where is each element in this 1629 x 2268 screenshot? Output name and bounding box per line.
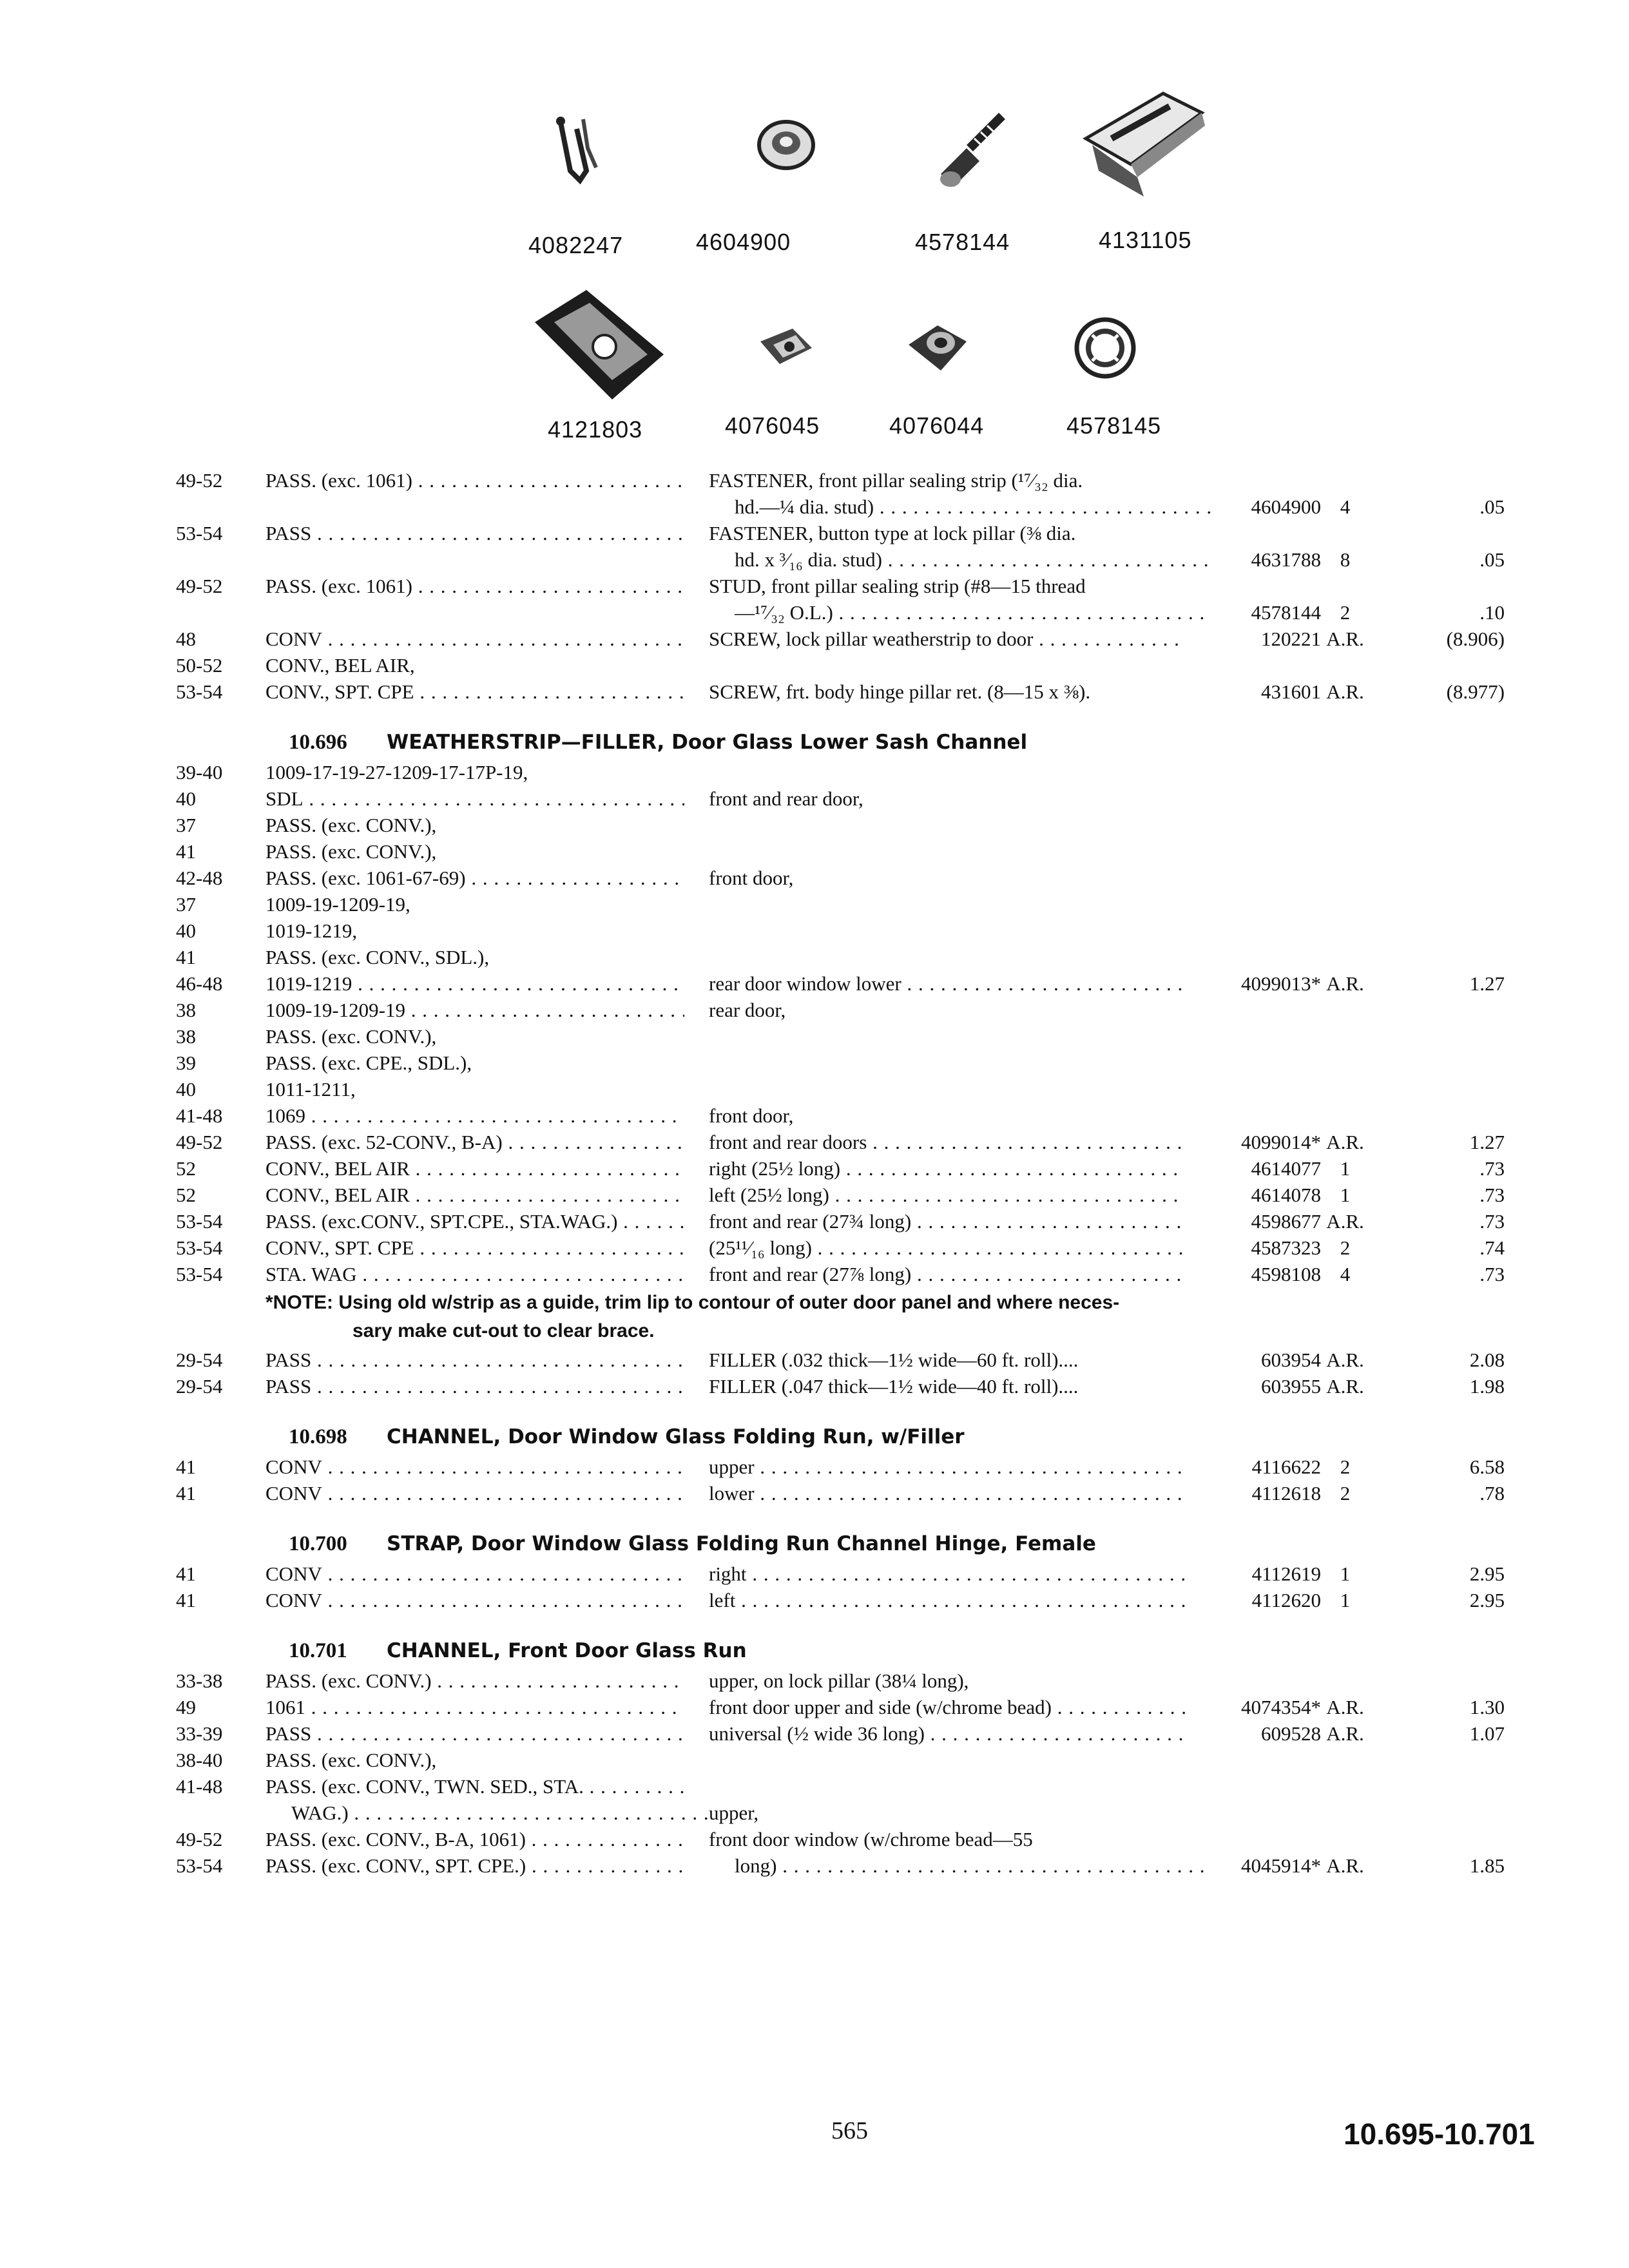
year-cell: 41-48: [176, 1104, 223, 1127]
table-row: [0, 1800, 1629, 1827]
model-cell: CONV . . .: [265, 1454, 684, 1481]
model-cell: WAG.) . . .: [265, 1800, 710, 1827]
model-cell: PASS. (exc. CONV.) . . .: [265, 1667, 684, 1695]
price-cell: (8.906): [1446, 628, 1505, 650]
year-cell: 49-52: [176, 575, 223, 597]
section-number: 10.696: [289, 731, 347, 754]
description-cell: hd.—¼ dia. stud) . . .: [709, 494, 1211, 521]
table-row: [0, 997, 1629, 1024]
model-cell: PASS . . .: [265, 1347, 684, 1374]
year-cell: 37: [176, 893, 196, 916]
year-cell: 41: [176, 1562, 196, 1585]
model-cell: CONV., BEL AIR,: [265, 654, 415, 677]
description-cell: upper . . .: [709, 1454, 1186, 1481]
table-row: [0, 1208, 1629, 1235]
description-cell: front and rear (27⅞ long) . . .: [709, 1261, 1186, 1288]
year-cell: 52: [176, 1157, 196, 1180]
model-cell: 1009-19-1209-19,: [265, 893, 410, 916]
part-label: 4131105: [1099, 227, 1192, 253]
table-row: [0, 1050, 1629, 1077]
threaded-stud-icon: [928, 103, 1012, 193]
description-cell: FILLER (.047 thick—1½ wide—40 ft. roll)....: [709, 1375, 1079, 1398]
year-cell: 49-52: [176, 1131, 223, 1153]
model-cell: CONV., BEL AIR . . .: [265, 1155, 684, 1182]
year-cell: 41: [176, 1589, 196, 1611]
description-cell: front door,: [709, 867, 794, 889]
quantity-cell: 2: [1340, 1456, 1351, 1478]
table-row: [0, 1182, 1629, 1209]
section-title: STRAP, Door Window Glass Folding Run Channel Hinge, Female: [387, 1532, 1096, 1555]
section-title: WEATHERSTRIP—FILLER, Door Glass Lower Sash Channel: [387, 731, 1028, 754]
model-cell: CONV., SPT. CPE . . .: [265, 678, 684, 706]
model-cell: 1061 . . .: [265, 1694, 684, 1721]
page-number: 565: [831, 2117, 868, 2144]
year-cell: 49-52: [176, 1828, 223, 1850]
model-cell: PASS. (exc. 52-CONV., B-A) . . .: [265, 1129, 684, 1156]
part-label: 4604900: [696, 229, 791, 255]
quantity-cell: A.R.: [1326, 1722, 1364, 1745]
part-number-cell: 609528: [1261, 1722, 1321, 1745]
price-cell: 1.27: [1469, 972, 1505, 995]
table-row: [0, 652, 1629, 679]
year-cell: 40: [176, 1078, 196, 1100]
model-cell: 1019-1219,: [265, 919, 358, 942]
button-fastener-icon: [754, 116, 818, 174]
year-cell: 53-54: [176, 522, 223, 544]
section-title: CHANNEL, Front Door Glass Run: [387, 1639, 747, 1662]
part-label: 4578145: [1066, 412, 1162, 439]
strap-plate-icon: [528, 284, 670, 406]
description-cell: STUD, front pillar sealing strip (#8—15 thread: [709, 575, 1086, 597]
model-cell: CONV . . .: [265, 1480, 684, 1507]
description-cell: FILLER (.032 thick—1½ wide—60 ft. roll)....: [709, 1349, 1079, 1371]
table-row: [0, 1587, 1629, 1614]
price-cell: 1.07: [1469, 1722, 1505, 1745]
model-cell: 1069 . . .: [265, 1102, 684, 1129]
table-row: [0, 1826, 1629, 1853]
model-cell: 1009-19-1209-19 . . .: [265, 997, 684, 1024]
description-cell: right . . .: [709, 1561, 1186, 1588]
year-cell: 49: [176, 1696, 196, 1718]
model-cell: PASS . . .: [265, 1373, 684, 1400]
model-cell: PASS . . .: [265, 1720, 684, 1747]
year-cell: 29-54: [176, 1349, 223, 1371]
table-row: [0, 546, 1629, 573]
price-cell: .78: [1480, 1482, 1505, 1504]
table-row: [0, 1129, 1629, 1156]
price-cell: 1.85: [1469, 1854, 1505, 1877]
table-row: [0, 1773, 1629, 1800]
year-cell: 41: [176, 1482, 196, 1504]
part-number-cell: 603955: [1261, 1375, 1321, 1398]
model-cell: PASS. (exc. 1061) . . .: [265, 467, 684, 494]
table-row: [0, 970, 1629, 997]
year-cell: 49-52: [176, 469, 223, 492]
table-row: [0, 1102, 1629, 1129]
description-cell: right (25½ long) . . .: [709, 1155, 1186, 1182]
table-row: [0, 759, 1629, 786]
section-number: 10.701: [289, 1639, 347, 1662]
year-cell: 48: [176, 628, 196, 650]
description-cell: lower . . .: [709, 1480, 1186, 1507]
quantity-cell: A.R.: [1326, 1210, 1364, 1233]
quantity-cell: 1: [1340, 1562, 1351, 1585]
year-cell: 52: [176, 1184, 196, 1206]
part-label: 4082247: [528, 232, 624, 258]
model-cell: CONV . . .: [265, 626, 684, 653]
footnote: [265, 1289, 1200, 1345]
price-cell: .74: [1480, 1236, 1505, 1259]
table-row: [0, 1561, 1629, 1588]
model-cell: 1019-1219 . . .: [265, 970, 684, 997]
description-cell: FASTENER, front pillar sealing strip (¹⁷⁄₃₂ dia.: [709, 469, 1083, 492]
quantity-cell: A.R.: [1326, 1131, 1364, 1153]
table-row: [0, 520, 1629, 547]
description-cell: front and rear (27¾ long) . . .: [709, 1208, 1186, 1235]
model-cell: PASS. (exc. CONV., SDL.),: [265, 946, 490, 968]
section-range: 10.695-10.701: [1344, 2117, 1535, 2151]
table-row: [0, 1155, 1629, 1182]
nut-clip-icon: [902, 316, 973, 377]
section-heading: [0, 1421, 1629, 1452]
price-cell: 2.95: [1469, 1589, 1505, 1611]
table-row: [0, 626, 1629, 653]
year-cell: 38-40: [176, 1749, 223, 1771]
quantity-cell: 1: [1340, 1184, 1351, 1206]
year-cell: 41-48: [176, 1775, 223, 1798]
table-row: [0, 1480, 1629, 1507]
quantity-cell: 8: [1340, 548, 1351, 571]
model-cell: PASS. (exc.CONV., SPT.CPE., STA.WAG.) . . .: [265, 1208, 684, 1235]
table-row: [0, 678, 1629, 706]
description-cell: left . . .: [709, 1587, 1186, 1614]
clip-fastener-icon: [548, 110, 606, 187]
quantity-cell: A.R.: [1326, 1696, 1364, 1718]
quantity-cell: A.R.: [1326, 1854, 1364, 1877]
model-cell: PASS. (exc. CONV., SPT. CPE.) . . .: [265, 1852, 684, 1879]
price-cell: .05: [1480, 548, 1505, 571]
quantity-cell: 4: [1340, 495, 1351, 518]
year-cell: 38: [176, 1025, 196, 1048]
year-cell: 53-54: [176, 680, 223, 703]
part-number-cell: 4631788: [1251, 548, 1321, 571]
section-number: 10.698: [289, 1425, 347, 1448]
table-row: [0, 1235, 1629, 1262]
part-number-cell: 120221: [1261, 628, 1321, 650]
table-row: [0, 1023, 1629, 1050]
model-cell: SDL . . .: [265, 785, 684, 812]
part-number-cell: 4598108: [1251, 1263, 1321, 1285]
year-cell: 33-39: [176, 1722, 223, 1745]
description-cell: rear door,: [709, 999, 786, 1021]
table-row: [0, 1347, 1629, 1374]
part-number-cell: 4099013*: [1241, 972, 1321, 995]
table-row: [0, 494, 1629, 521]
model-cell: CONV., BEL AIR . . .: [265, 1182, 684, 1209]
part-number-cell: 4074354*: [1241, 1696, 1321, 1718]
model-cell: PASS . . .: [265, 520, 684, 547]
year-cell: 33-38: [176, 1669, 223, 1692]
model-cell: CONV., SPT. CPE . . .: [265, 1235, 684, 1262]
price-cell: .73: [1480, 1263, 1505, 1285]
price-cell: .10: [1480, 601, 1505, 624]
table-row: [0, 944, 1629, 971]
part-number-cell: 4604900: [1251, 495, 1321, 518]
table-row: [0, 838, 1629, 865]
table-row: [0, 918, 1629, 945]
footnote-line: *NOTE: Using old w/strip as a guide, trim lip to contour of outer door panel and where neces-: [265, 1292, 1120, 1313]
table-row: [0, 1694, 1629, 1721]
quantity-cell: 2: [1340, 601, 1351, 624]
section-title: CHANNEL, Door Window Glass Folding Run, w/Filler: [387, 1425, 965, 1448]
part-number-cell: 4578144: [1251, 601, 1321, 624]
model-cell: PASS. (exc. CPE., SDL.),: [265, 1052, 472, 1074]
table-row: [0, 1373, 1629, 1400]
model-cell: 1009-17-19-27-1209-17-17P-19,: [265, 761, 528, 783]
model-cell: PASS. (exc. 1061-67-69) . . .: [265, 865, 684, 892]
table-row: [0, 1454, 1629, 1481]
year-cell: 53-54: [176, 1236, 223, 1259]
description-cell: front door window (w/chrome bead—55: [709, 1828, 1033, 1850]
table-row: [0, 785, 1629, 812]
year-cell: 40: [176, 787, 196, 810]
price-cell: 6.58: [1469, 1456, 1505, 1478]
table-row: [0, 1852, 1629, 1879]
year-cell: 50-52: [176, 654, 223, 677]
table-row: [0, 1720, 1629, 1747]
description-cell: upper,: [709, 1802, 759, 1824]
part-number-cell: 4045914*: [1241, 1854, 1321, 1877]
description-cell: FASTENER, button type at lock pillar (⅜ dia.: [709, 522, 1076, 544]
part-number-cell: 431601: [1261, 680, 1321, 703]
quantity-cell: A.R.: [1326, 972, 1364, 995]
description-cell: —¹⁷⁄₃₂ O.L.) . . .: [709, 599, 1211, 626]
part-number-cell: 603954: [1261, 1349, 1321, 1371]
part-number-cell: 4587323: [1251, 1236, 1321, 1259]
part-number-cell: 4614078: [1251, 1184, 1321, 1206]
part-number-cell: 4112618: [1251, 1482, 1321, 1504]
year-cell: 39-40: [176, 761, 223, 783]
quantity-cell: A.R.: [1326, 1349, 1364, 1371]
part-number-cell: 4099014*: [1241, 1131, 1321, 1153]
price-cell: .73: [1480, 1157, 1505, 1180]
price-cell: .73: [1480, 1184, 1505, 1206]
year-cell: 41: [176, 840, 196, 863]
description-cell: rear door window lower . . .: [709, 970, 1186, 997]
table-row: [0, 467, 1629, 494]
year-cell: 42-48: [176, 867, 223, 889]
model-cell: PASS. (exc. CONV.),: [265, 1749, 437, 1771]
section-heading: [0, 727, 1629, 758]
price-cell: 1.30: [1469, 1696, 1505, 1718]
year-cell: 53-54: [176, 1854, 223, 1877]
quantity-cell: 2: [1340, 1482, 1351, 1504]
price-cell: 2.95: [1469, 1562, 1505, 1585]
spring-clip-icon: [754, 322, 818, 374]
part-label: 4121803: [548, 416, 643, 443]
year-cell: 53-54: [176, 1210, 223, 1233]
model-cell: PASS. (exc. CONV., B-A, 1061) . . .: [265, 1826, 684, 1853]
footnote-line: sary make cut-out to clear brace.: [352, 1320, 655, 1341]
price-cell: 2.08: [1469, 1349, 1505, 1371]
section-number: 10.700: [289, 1532, 347, 1555]
description-cell: long) . . .: [709, 1852, 1211, 1879]
quantity-cell: A.R.: [1326, 1375, 1364, 1398]
model-cell: CONV . . .: [265, 1587, 684, 1614]
parts-illustrations: [0, 0, 1629, 451]
part-number-cell: 4598677: [1251, 1210, 1321, 1233]
section-heading: [0, 1528, 1629, 1559]
part-number-cell: 4112620: [1251, 1589, 1321, 1611]
model-cell: 1011-1211,: [265, 1078, 356, 1100]
section-heading: [0, 1635, 1629, 1666]
table-row: [0, 1747, 1629, 1774]
quantity-cell: 2: [1340, 1236, 1351, 1259]
year-cell: 37: [176, 814, 196, 836]
year-cell: 41: [176, 1456, 196, 1478]
quantity-cell: 4: [1340, 1263, 1351, 1285]
model-cell: PASS. (exc. CONV.),: [265, 1025, 437, 1048]
table-row: [0, 812, 1629, 839]
retainer-clip-icon: [1073, 87, 1215, 203]
table-row: [0, 891, 1629, 918]
description-cell: universal (½ wide 36 long) . . .: [709, 1720, 1186, 1747]
table-row: [0, 599, 1629, 626]
table-row: [0, 1076, 1629, 1103]
ring-fastener-icon: [1070, 316, 1141, 380]
year-cell: 53-54: [176, 1263, 223, 1285]
part-number-cell: 4112619: [1251, 1562, 1321, 1585]
table-row: [0, 1667, 1629, 1695]
model-cell: PASS. (exc. 1061) . . .: [265, 573, 684, 600]
description-cell: (25¹¹⁄₁₆ long) . . .: [709, 1235, 1186, 1262]
description-cell: left (25½ long) . . .: [709, 1182, 1186, 1209]
description-cell: SCREW, frt. body hinge pillar ret. (8—15 x ⅜).: [709, 680, 1091, 703]
year-cell: 29-54: [176, 1375, 223, 1398]
description-cell: hd. x ³⁄₁₆ dia. stud) . . .: [709, 546, 1211, 573]
price-cell: 1.98: [1469, 1375, 1505, 1398]
year-cell: 40: [176, 919, 196, 942]
year-cell: 46-48: [176, 972, 223, 995]
model-cell: PASS. (exc. CONV.),: [265, 840, 437, 863]
part-number-cell: 4116622: [1251, 1456, 1321, 1478]
description-cell: SCREW, lock pillar weatherstrip to door . . .: [709, 626, 1186, 653]
table-row: [0, 1261, 1629, 1288]
description-cell: front door upper and side (w/chrome bead) . . .: [709, 1694, 1186, 1721]
price-cell: 1.27: [1469, 1131, 1505, 1153]
part-label: 4578144: [915, 229, 1010, 255]
price-cell: (8.977): [1446, 680, 1505, 703]
description-cell: upper, on lock pillar (38¼ long),: [709, 1669, 969, 1692]
quantity-cell: 1: [1340, 1589, 1351, 1611]
model-cell: STA. WAG . . .: [265, 1261, 684, 1288]
table-row: [0, 865, 1629, 892]
quantity-cell: A.R.: [1326, 680, 1364, 703]
part-label: 4076044: [889, 412, 985, 439]
description-cell: front and rear doors . . .: [709, 1129, 1186, 1156]
table-row: [0, 573, 1629, 600]
model-cell: PASS. (exc. CONV.),: [265, 814, 437, 836]
part-number-cell: 4614077: [1251, 1157, 1321, 1180]
part-label: 4076045: [725, 412, 820, 439]
year-cell: 39: [176, 1052, 196, 1074]
price-cell: .05: [1480, 495, 1505, 518]
price-cell: .73: [1480, 1210, 1505, 1233]
description-cell: front door,: [709, 1104, 794, 1127]
year-cell: 41: [176, 946, 196, 968]
year-cell: 38: [176, 999, 196, 1021]
model-cell: PASS. (exc. CONV., TWN. SED., STA. . . .: [265, 1773, 684, 1800]
description-cell: front and rear door,: [709, 787, 863, 810]
quantity-cell: A.R.: [1326, 628, 1364, 650]
quantity-cell: 1: [1340, 1157, 1351, 1180]
model-cell: CONV . . .: [265, 1561, 684, 1588]
